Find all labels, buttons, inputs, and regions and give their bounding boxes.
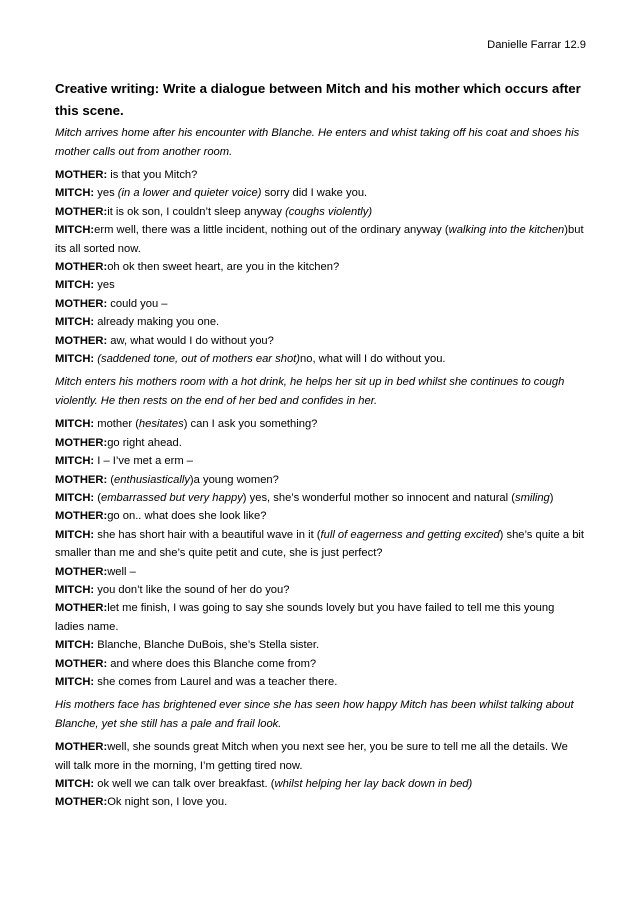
line-text: ( (94, 491, 101, 504)
line-text: you don’t like the sound of her do you? (94, 583, 290, 596)
line-text: it is ok son, I couldn’t sleep anyway (107, 205, 286, 218)
speaker-name: MOTHER: (55, 741, 108, 754)
line-text: )a young women? (189, 473, 279, 486)
line-text: Ok night son, I love you. (107, 796, 228, 809)
line-text: go on.. what does she look like? (107, 510, 267, 523)
dialogue-line (55, 350, 585, 368)
stage-aside: hesitates (138, 418, 184, 431)
stage-aside: (saddened tone, out of mothers ear shot) (94, 353, 301, 366)
line-text: )but its all sorted now. (55, 224, 584, 255)
speaker-name: MITCH: (55, 455, 95, 468)
dialogue-line (55, 434, 585, 452)
speaker-name: MITCH: (55, 639, 95, 652)
dialogue-line (55, 581, 585, 599)
dialogue-line (55, 489, 585, 507)
dialogue-block (55, 738, 585, 812)
dialogue-line (55, 452, 585, 470)
dialogue-line (55, 655, 585, 673)
stage-aside: embarrassed but very happy (101, 491, 243, 504)
document-content (55, 78, 585, 817)
dialogue-line (55, 775, 585, 793)
stage-direction: Mitch arrives home after his encounter with Blanche. He enters and whist taking off his coat and shoes his mother calls out from another room. (55, 127, 580, 158)
stage-aside: (in a lower and quieter voice) (117, 187, 262, 200)
dialogue-line (55, 471, 585, 489)
line-text: sorry did I wake you. (261, 187, 368, 200)
speaker-name: MITCH: (55, 491, 95, 504)
author-header: Danielle Farrar 12.9 (487, 39, 586, 51)
dialogue-line (55, 203, 585, 221)
line-text: she has short hair with a beautiful wave in it ( (94, 528, 321, 541)
speaker-name: MOTHER: (55, 473, 108, 486)
line-text: no, what will I do without you. (300, 353, 446, 366)
dialogue-line (55, 599, 585, 636)
stage-direction: Mitch enters his mothers room with a hot drink, he helps her sit up in bed whilst she continues to cough violently. He then rests on the end of her bed and confides in her. (55, 376, 565, 407)
dialogue-block (55, 166, 585, 368)
speaker-name: MITCH: (55, 583, 95, 596)
dialogue-line (55, 526, 585, 563)
line-text: mother ( (94, 418, 139, 431)
speaker-name: MOTHER: (55, 657, 108, 670)
line-text: and where does this Blanche come from? (107, 657, 317, 670)
dialogue-line (55, 313, 585, 331)
speaker-name: MITCH: (55, 187, 95, 200)
speaker-name: MOTHER: (55, 796, 108, 809)
speaker-name: MITCH: (55, 418, 95, 431)
stage-aside: whilst helping her lay back down in bed) (274, 778, 473, 790)
line-text: erm well, there was a little incident, nothing out of the ordinary anyway ( (94, 224, 449, 237)
line-text: go right ahead. (107, 436, 182, 449)
line-text: ) can I ask you something? (183, 418, 318, 431)
speaker-name: MITCH: (55, 675, 95, 688)
line-text: well, she sounds great Mitch when you next see her, you be sure to tell me all the details. We will talk more in the morning, I’m getting tired now. (55, 741, 568, 772)
dialogue-line (55, 673, 585, 691)
speaker-name: MOTHER: (55, 261, 108, 274)
dialogue-line (55, 221, 585, 258)
stage-aside: full of eagerness and getting excited (320, 528, 500, 541)
dialogue-line (55, 793, 585, 811)
line-text: could you – (107, 297, 168, 310)
speaker-name: MOTHER: (55, 297, 108, 310)
speaker-name: MOTHER: (55, 334, 108, 347)
dialogue-line (55, 184, 585, 202)
dialogue-line (55, 738, 585, 775)
dialogue-line (55, 295, 585, 313)
speaker-name: MITCH: (55, 778, 95, 790)
speaker-name: MOTHER: (55, 602, 108, 615)
speaker-name: MOTHER: (55, 169, 108, 181)
stage-direction: His mothers face has brightened ever since she has seen how happy Mitch has been whilst talking about Blanche, yet she still has a pale and frail look. (55, 699, 574, 730)
document-title: Creative writing: Write a dialogue between Mitch and his mother which occurs after this scene. (55, 81, 581, 118)
line-text: is that you Mitch? (107, 169, 198, 181)
line-text: oh ok then sweet heart, are you in the kitchen? (107, 261, 340, 274)
speaker-name: MITCH: (55, 353, 95, 366)
dialogue-line (55, 276, 585, 294)
dialogue-line (55, 636, 585, 654)
speaker-name: MOTHER: (55, 205, 108, 218)
dialogue-line (55, 563, 585, 581)
speaker-name: MITCH: (55, 316, 95, 329)
dialogue-block (55, 415, 585, 691)
stage-aside: (coughs violently) (285, 205, 373, 218)
line-text: Blanche, Blanche DuBois, she’s Stella sister. (94, 639, 320, 652)
line-text: yes (94, 187, 118, 200)
line-text: I – I’ve met a erm – (94, 455, 194, 468)
line-text: she comes from Laurel and was a teacher there. (94, 675, 338, 688)
dialogue-line (55, 507, 585, 525)
speaker-name: MITCH: (55, 279, 95, 292)
line-text: yes (94, 279, 115, 292)
speaker-name: MITCH: (55, 224, 95, 237)
line-text: ) she’s quite a bit smaller than me and she’s quite petit and cute, she is just perfect? (55, 528, 585, 560)
line-text: ) yes, she’s wonderful mother so innocent and natural ( (242, 491, 515, 504)
dialogue-line (55, 332, 585, 350)
script-body (55, 124, 585, 812)
line-text: aw, what would I do without you? (107, 334, 274, 347)
line-text: ( (107, 473, 115, 486)
speaker-name: MITCH: (55, 528, 95, 541)
stage-aside: smiling (514, 491, 550, 504)
speaker-name: MOTHER: (55, 436, 108, 449)
line-text: already making you one. (94, 316, 220, 329)
line-text: ) (549, 491, 554, 504)
line-text: well – (107, 565, 136, 578)
speaker-name: MOTHER: (55, 565, 108, 578)
dialogue-line (55, 415, 585, 433)
dialogue-line (55, 166, 585, 184)
speaker-name: MOTHER: (55, 510, 108, 523)
dialogue-line (55, 258, 585, 276)
line-text: ok well we can talk over breakfast. ( (94, 778, 275, 790)
stage-aside: walking into the kitchen (448, 224, 565, 237)
line-text: let me finish, I was going to say she sounds lovely but you have failed to tell me this young ladies name. (55, 602, 555, 633)
stage-aside: enthusiastically (114, 473, 190, 486)
